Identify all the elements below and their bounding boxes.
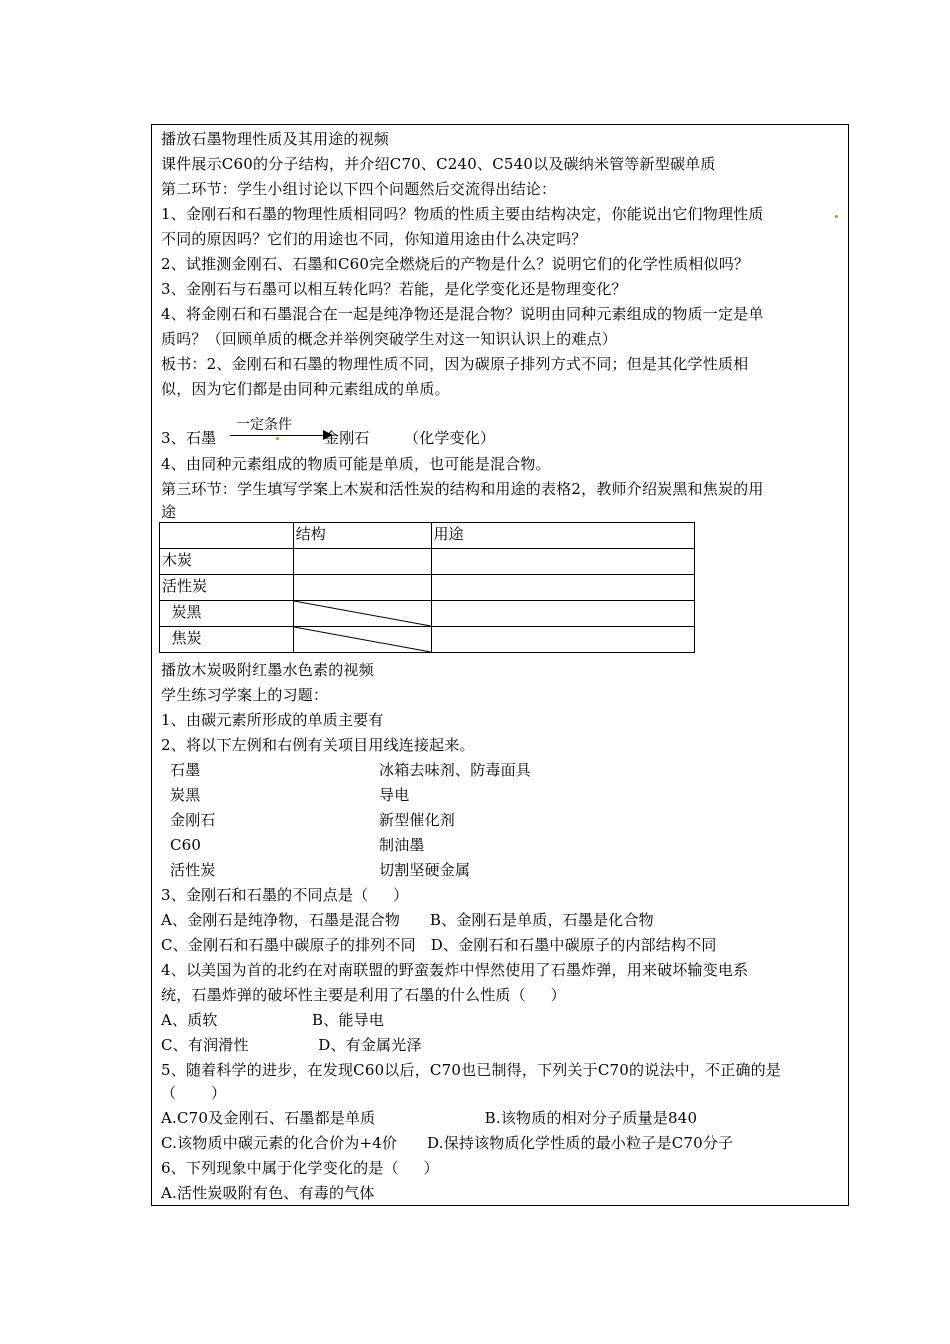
match-left-item: 炭黑: [170, 786, 201, 804]
text-line: 课件展示C60的分子结构，并介绍C70、C240、C540以及碳纳米管等新型碳单质: [161, 155, 716, 173]
question-line: A、质软 B、能导电: [161, 1011, 385, 1029]
match-left-item: C60: [170, 836, 202, 854]
table-row: [160, 601, 695, 627]
match-right-item: 冰箱去味剂、防毒面具: [379, 761, 532, 779]
arrow-shaft: [230, 435, 325, 436]
table-cell[interactable]: [431, 601, 694, 627]
table-header-cell: 结构: [293, 523, 431, 549]
mark-dot: [835, 215, 838, 218]
question-line: A、金刚石是纯净物，石墨是混合物 B、金刚石是单质，石墨是化合物: [161, 911, 654, 929]
question-line: A.活性炭吸附有色、有毒的气体: [161, 1184, 375, 1202]
question-line: （ ）: [161, 1084, 227, 1102]
text-line: 4、将金刚石和石墨混合在一起是纯净物还是混合物？说明由同种元素组成的物质一定是单: [161, 305, 764, 323]
table-row: [160, 575, 695, 601]
question-line: 3、金刚石和石墨的不同点是（ ）: [161, 886, 409, 904]
text-line: 4、由同种元素组成的物质可能是单质，也可能是混合物。: [161, 455, 551, 473]
question-line: C.该物质中碳元素的化合价为+4价 D.保持该物质化学性质的最小粒子是C70分子: [161, 1134, 734, 1152]
mark-dot: [276, 437, 279, 440]
question-line: 统，石墨炸弹的破坏性主要是利用了石墨的什么性质（ ）: [161, 986, 566, 1004]
row-label: 活性炭: [160, 575, 294, 601]
table-cell[interactable]: [293, 575, 431, 601]
text-line: 3、金刚石与石墨可以相互转化吗？若能，是化学变化还是物理变化？: [161, 280, 627, 298]
table-header-cell: [160, 523, 294, 549]
text-line: 似，因为它们都是由同种元素组成的单质。: [161, 380, 450, 398]
text-line: 途: [161, 503, 177, 521]
match-left-item: 石墨: [170, 761, 201, 779]
equation-right: 金刚石: [324, 429, 370, 447]
match-right-item: 导电: [379, 786, 410, 804]
row-label: 焦炭: [160, 627, 294, 653]
question-line: 4、以美国为首的北约在对南联盟的野蛮轰炸中悍然使用了石墨炸弹，用来破坏输变电系: [161, 961, 749, 979]
question-line: A.C70及金刚石、石墨都是单质 B.该物质的相对分子质量是840: [161, 1109, 698, 1127]
table-row: [160, 627, 695, 653]
text-line: 第二环节：学生小组讨论以下四个问题然后交流得出结论：: [161, 180, 557, 198]
table-cell[interactable]: [431, 627, 694, 653]
text-line: 1、由碳元素所形成的单质主要有: [161, 711, 384, 729]
diagonal-line: [294, 601, 431, 626]
equation-note: （化学变化）: [404, 429, 496, 447]
match-right-item: 新型催化剂: [379, 811, 456, 829]
text-line: 质吗？（回顾单质的概念并举例突破学生对这一知识认识上的难点）: [161, 330, 618, 348]
text-line: 播放木炭吸附红墨水色素的视频: [161, 661, 374, 679]
question-line: 5、随着科学的进步，在发现C60以后，C70也已制得，下列关于C70的说法中，不正确的是: [161, 1061, 782, 1079]
diagonal-line: [294, 627, 431, 652]
question-line: C、金刚石和石墨中碳原子的排列不同 D、金刚石和石墨中碳原子的内部结构不同: [161, 936, 717, 954]
row-label: 炭黑: [160, 601, 294, 627]
text-line: 2、将以下左例和右例有关项目用线连接起来。: [161, 736, 475, 754]
match-right-item: 切割坚硬金属: [379, 861, 471, 879]
row-label: 木炭: [160, 549, 294, 575]
table-cell[interactable]: [431, 549, 694, 575]
carbon-table: [159, 522, 695, 653]
equation-left: 3、石墨: [161, 429, 217, 447]
text-line: 学生练习学案上的习题：: [161, 686, 329, 704]
table-row: [160, 549, 695, 575]
question-line: 6、下列现象中属于化学变化的是（ ）: [161, 1159, 439, 1177]
reaction-condition: 一定条件: [236, 417, 292, 433]
text-line: 第三环节：学生填写学案上木炭和活性炭的结构和用途的表格2，教师介绍炭黑和焦炭的用: [161, 480, 764, 498]
struck-cell: [293, 601, 431, 627]
match-right-item: 制油墨: [379, 836, 425, 854]
text-line: 不同的原因吗？它们的用途也不同，你知道用途由什么决定吗？: [161, 230, 587, 248]
struck-cell: [293, 627, 431, 653]
match-left-item: 活性炭: [170, 861, 216, 879]
text-line: 板书：2、金刚石和石墨的物理性质不同，因为碳原子排列方式不同；但是其化学性质相: [161, 355, 749, 373]
table-header-cell: 用途: [431, 523, 694, 549]
table-cell[interactable]: [431, 575, 694, 601]
text-line: 2、试推测金刚石、石墨和C60完全燃烧后的产物是什么？说明它们的化学性质相似吗？: [161, 255, 750, 273]
match-left-item: 金刚石: [170, 811, 216, 829]
table-cell[interactable]: [293, 549, 431, 575]
text-line: 1、金刚石和石墨的物理性质相同吗？物质的性质主要由结构决定，你能说出它们物理性质: [161, 205, 764, 223]
text-line: 播放石墨物理性质及其用途的视频: [161, 130, 390, 148]
question-line: C、有润滑性 D、有金属光泽: [161, 1036, 422, 1054]
table-header-row: [160, 523, 695, 549]
